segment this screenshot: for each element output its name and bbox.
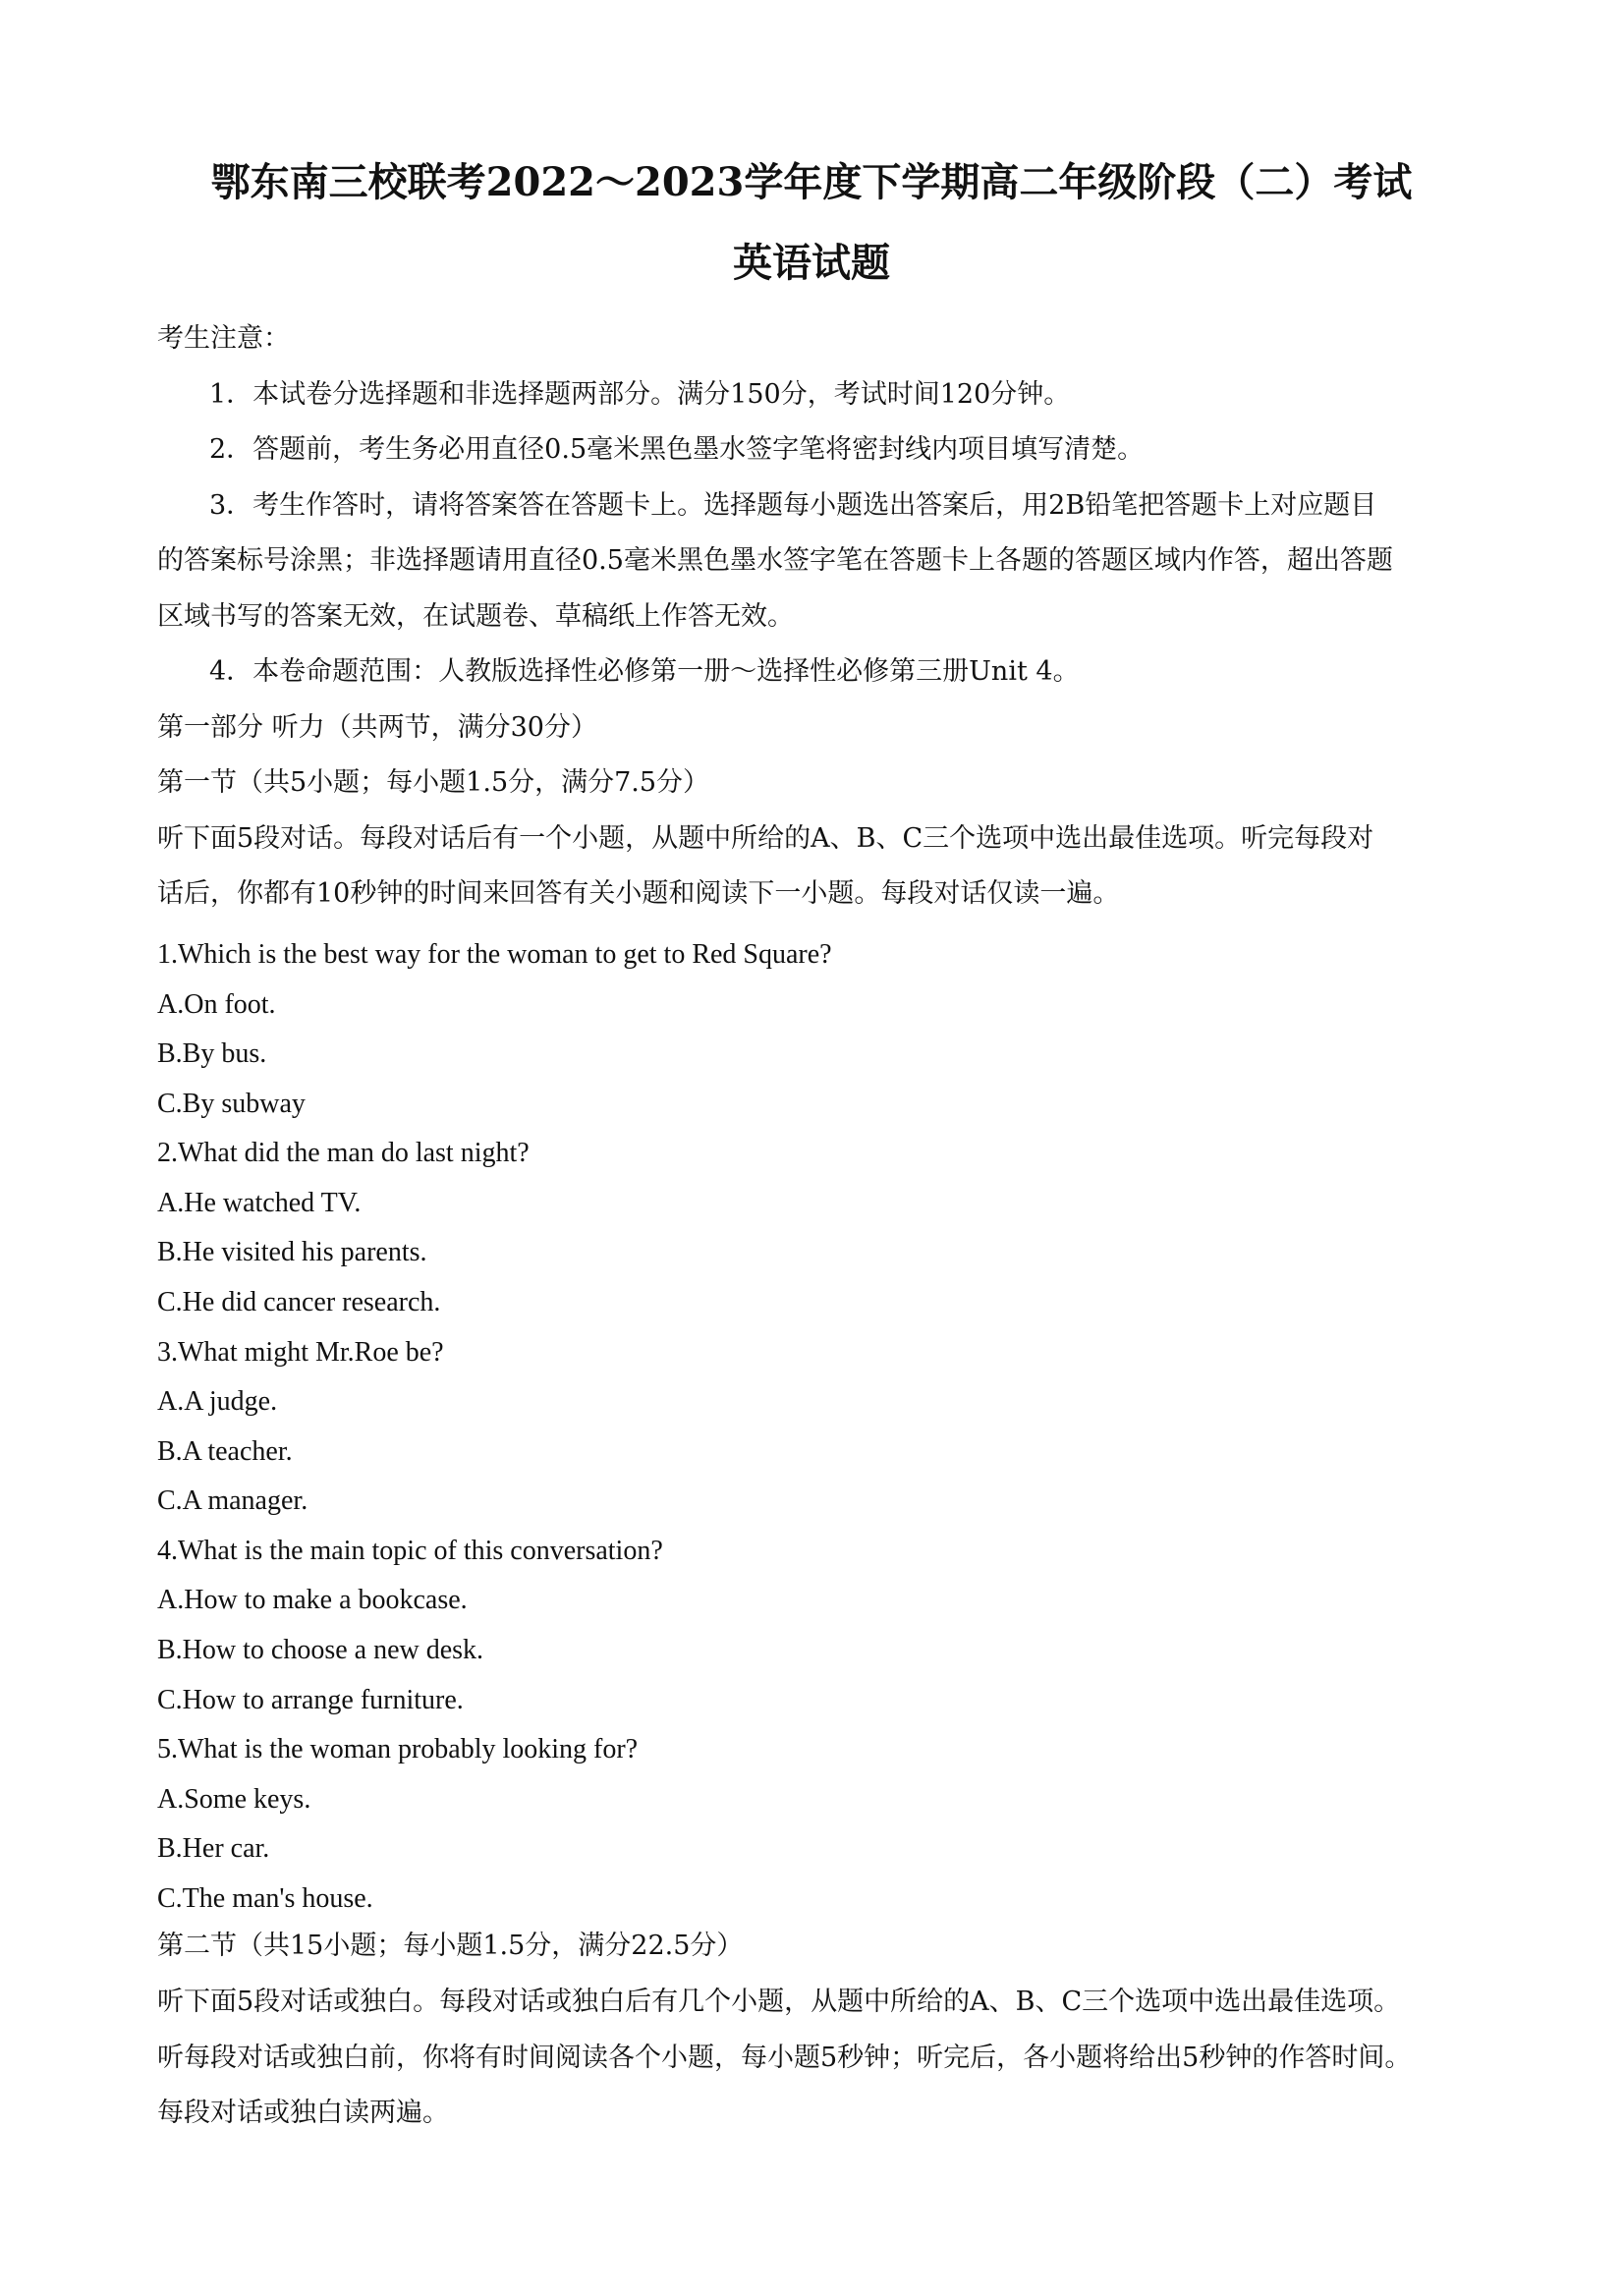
question-1: 1.Which is the best way for the woman to get to Red Square? (157, 939, 832, 970)
question-3: 3.What might Mr.Roe be? (157, 1337, 444, 1368)
question-1-option-b: B.By bus. (157, 1038, 267, 1069)
exam-title: 鄂东南三校联考2022～2023学年度下学期高二年级阶段（二）考试 (210, 159, 1413, 205)
notice-item-1: 1．本试卷分选择题和非选择题两部分。满分150分，考试时间120分钟。 (209, 379, 1071, 410)
section2-instructions-line-2: 听每段对话或独白前，你将有时间阅读各个小题，每小题5秒钟；听完后，各小题将给出5秒钟的作答时间。 (157, 2043, 1412, 2073)
question-2-option-a: A.He watched TV. (157, 1188, 362, 1218)
question-3-option-a: A.A judge. (157, 1386, 278, 1417)
notice-item-4: 4．本卷命题范围：人教版选择性必修第一册～选择性必修第三册Unit 4。 (209, 656, 1080, 687)
section1-heading: 第一节（共5小题；每小题1.5分，满分7.5分） (157, 767, 710, 798)
section1-instructions-line-2: 话后，你都有10秒钟的时间来回答有关小题和阅读下一小题。每段对话仅读一遍。 (157, 878, 1120, 909)
section2-instructions-line-1: 听下面5段对话或独白。每段对话或独白后有几个小题，从题中所给的A、B、C三个选项中选出最佳选项。 (157, 1987, 1401, 2017)
question-3-option-b: B.A teacher. (157, 1436, 293, 1467)
question-5-option-b: B.Her car. (157, 1833, 270, 1864)
question-1-option-a: A.On foot. (157, 989, 276, 1020)
section1-instructions-line-1: 听下面5段对话。每段对话后有一个小题，从题中所给的A、B、C三个选项中选出最佳选项。听完每段对 (157, 823, 1374, 854)
notice-item-2: 2．答题前，考生务必用直径0.5毫米黑色墨水签字笔将密封线内项目填写清楚。 (209, 434, 1145, 465)
question-2: 2.What did the man do last night? (157, 1138, 530, 1168)
question-4-option-a: A.How to make a bookcase. (157, 1585, 468, 1615)
notice-item-3-line-3: 区域书写的答案无效，在试题卷、草稿纸上作答无效。 (157, 601, 794, 632)
notice-item-3-line-1: 3．考生作答时，请将答案答在答题卡上。选择题每小题选出答案后，用2B铅笔把答题卡上对应题目 (209, 490, 1377, 521)
question-2-option-b: B.He visited his parents. (157, 1237, 427, 1267)
notice-heading: 考生注意： (157, 323, 290, 354)
question-4: 4.What is the main topic of this conversation? (157, 1536, 663, 1566)
notice-item-3-line-2: 的答案标号涂黑；非选择题请用直径0.5毫米黑色墨水签字笔在答题卡上各题的答题区域内作答，超出答题 (157, 545, 1393, 576)
part1-heading: 第一部分 听力（共两节，满分30分） (157, 712, 597, 743)
question-4-option-c: C.How to arrange furniture. (157, 1685, 464, 1715)
section2-heading: 第二节（共15小题；每小题1.5分，满分22.5分） (157, 1931, 744, 1961)
question-5: 5.What is the woman probably looking for? (157, 1734, 639, 1764)
question-5-option-a: A.Some keys. (157, 1784, 311, 1815)
exam-subtitle: 英语试题 (733, 240, 890, 286)
question-4-option-b: B.How to choose a new desk. (157, 1635, 484, 1665)
question-1-option-c: C.By subway (157, 1089, 306, 1119)
question-2-option-c: C.He did cancer research. (157, 1287, 441, 1317)
question-5-option-c: C.The man's house. (157, 1883, 373, 1914)
section2-instructions-line-3: 每段对话或独白读两遍。 (157, 2098, 449, 2128)
question-3-option-c: C.A manager. (157, 1485, 308, 1516)
